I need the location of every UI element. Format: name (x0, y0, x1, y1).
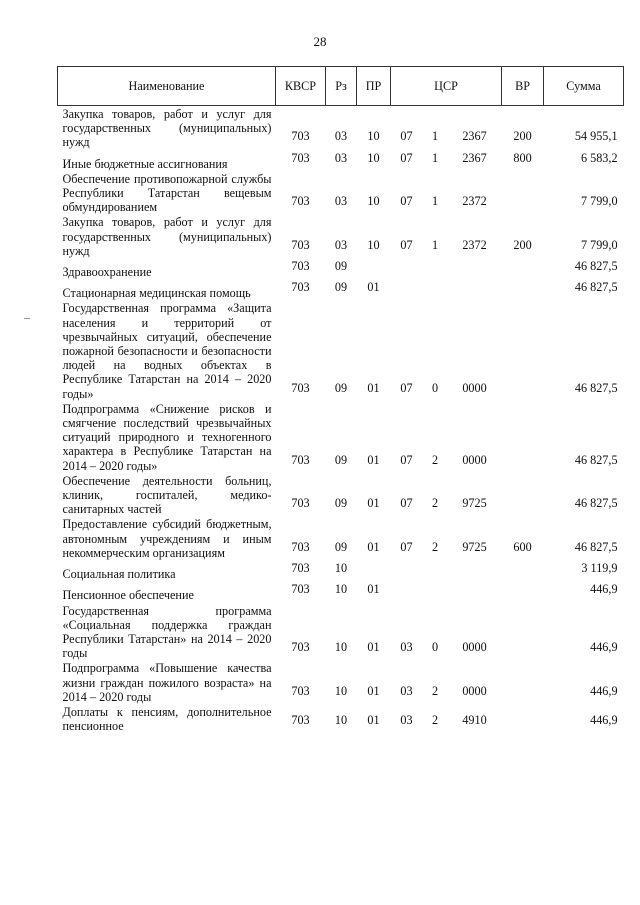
cell-rz: 03 (334, 129, 348, 144)
cell-vr (502, 581, 544, 602)
cell-vr (502, 704, 544, 733)
budget-table (57, 66, 624, 733)
cell-sum: 7 799,0 (580, 237, 618, 252)
cell-c3 (448, 258, 502, 279)
cell-vr (502, 560, 544, 581)
cell-pr: 01 (367, 640, 380, 655)
table-row (58, 704, 624, 733)
cell-pr (357, 560, 391, 581)
cell-name: Социальная политика (62, 567, 176, 582)
cell-vr (502, 300, 544, 400)
cell-rz: 09 (334, 259, 348, 274)
cell-c3: 2372 (462, 194, 487, 209)
cell-kvsr: 703 (291, 561, 310, 576)
cell-c3: 0000 (462, 640, 487, 655)
cell-c2: 2 (431, 496, 439, 511)
cell-kvsr: 703 (291, 539, 310, 554)
cell-sum: 6 583,2 (580, 150, 618, 165)
cell-c1 (391, 258, 423, 279)
cell-c2: 0 (431, 640, 439, 655)
cell-name: Здравоохранение (62, 265, 152, 280)
cell-kvsr: 703 (291, 582, 310, 597)
cell-name: Государственная программа «Социальная поддержка граждан Республики Татарстан» на 2014 – 2020 годы (62, 603, 272, 661)
cell-c3: 2372 (462, 237, 487, 252)
cell-sum: 446,9 (590, 582, 618, 597)
table-row (58, 150, 624, 171)
table-row (58, 603, 624, 661)
cell-name: Стационарная медицинская помощь (62, 286, 251, 301)
cell-sum: 446,9 (590, 640, 618, 655)
cell-vr (502, 258, 544, 279)
table-row (58, 473, 624, 517)
cell-sum: 46 827,5 (574, 259, 618, 274)
cell-c3 (448, 279, 502, 300)
cell-vr (502, 660, 544, 704)
cell-c1 (391, 279, 423, 300)
cell-name: Иные бюджетные ассигнования (62, 156, 228, 171)
cell-name: Обеспечение противопожарной службы Республики Татарстан вещевым обмундированием (62, 171, 272, 215)
cell-rz: 09 (334, 452, 348, 467)
cell-rz: 09 (334, 496, 348, 511)
cell-pr: 01 (367, 683, 380, 698)
cell-vr (502, 401, 544, 473)
cell-rz: 10 (334, 713, 348, 728)
cell-c1: 07 (400, 539, 413, 554)
table-row (58, 258, 624, 279)
table-row (58, 560, 624, 581)
cell-kvsr: 703 (291, 380, 310, 395)
table-row (58, 279, 624, 300)
table-row (58, 516, 624, 560)
cell-vr (502, 279, 544, 300)
cell-c1: 07 (400, 496, 413, 511)
cell-sum: 46 827,5 (574, 539, 618, 554)
cell-vr (502, 603, 544, 661)
cell-vr: 800 (513, 150, 532, 165)
cell-rz: 03 (334, 194, 348, 209)
cell-rz: 09 (334, 539, 348, 554)
cell-c1: 07 (400, 452, 413, 467)
table-row (58, 401, 624, 473)
cell-c3: 9725 (462, 496, 487, 511)
cell-c2 (423, 279, 448, 300)
cell-c2: 0 (431, 380, 439, 395)
cell-kvsr: 703 (291, 259, 310, 274)
cell-pr: 01 (367, 452, 380, 467)
cell-c1: 07 (400, 150, 413, 165)
cell-kvsr: 703 (291, 683, 310, 698)
cell-c3: 2367 (462, 150, 487, 165)
cell-name: Предоставление субсидий бюджетным, автономным учреждениям и иным некоммерческим организациям (62, 517, 272, 560)
cell-rz: 03 (334, 150, 348, 165)
cell-sum: 7 799,0 (580, 194, 618, 209)
cell-sum: 3 119,9 (581, 561, 618, 576)
cell-kvsr: 703 (291, 640, 310, 655)
cell-c3: 9725 (462, 539, 487, 554)
cell-c2: 2 (431, 539, 439, 554)
cell-c1: 03 (400, 640, 413, 655)
table-header-row (58, 67, 624, 106)
cell-c3: 0000 (462, 380, 487, 395)
cell-pr: 01 (367, 582, 380, 597)
header-name: Наименование (58, 67, 276, 106)
cell-name: Обеспечение деятельности больниц, клиник, госпиталей, медико-санитарных частей (62, 473, 272, 517)
cell-rz: 09 (334, 380, 348, 395)
cell-sum: 446,9 (590, 683, 618, 698)
cell-pr: 10 (367, 129, 380, 144)
cell-sum: 46 827,5 (574, 452, 618, 467)
cell-vr (502, 171, 544, 215)
table-row (58, 300, 624, 400)
cell-c3: 4910 (462, 713, 487, 728)
cell-vr: 200 (513, 129, 532, 144)
cell-pr: 10 (367, 237, 380, 252)
cell-kvsr: 703 (291, 452, 310, 467)
cell-rz: 10 (334, 582, 348, 597)
cell-pr: 01 (367, 539, 380, 554)
cell-rz: 03 (334, 237, 348, 252)
cell-name: Государственная программа «Защита населения и территорий от чрезвычайных ситуаций, обеспечение пожарной безопасности и безопасности людей на водных объектах в Республике Татарстан на 2014 – 2020 годы» (62, 301, 272, 401)
cell-rz: 10 (334, 640, 348, 655)
cell-pr: 01 (367, 380, 380, 395)
cell-c2: 2 (431, 683, 439, 698)
cell-pr: 01 (367, 496, 380, 511)
table-row (58, 171, 624, 215)
header-sum: Сумма (544, 67, 624, 106)
cell-c3: 0000 (462, 452, 487, 467)
page-number: 28 (313, 34, 327, 49)
cell-c2 (423, 258, 448, 279)
cell-sum: 46 827,5 (574, 280, 618, 295)
cell-c2: 1 (431, 129, 439, 144)
cell-c2 (423, 581, 448, 602)
header-pr: ПР (357, 67, 391, 106)
header-csr: ЦСР (391, 67, 502, 106)
cell-c2: 1 (431, 237, 439, 252)
cell-kvsr: 703 (291, 129, 310, 144)
cell-vr (502, 473, 544, 517)
cell-c3: 2367 (462, 129, 487, 144)
cell-pr: 01 (367, 280, 380, 295)
cell-c3 (448, 581, 502, 602)
header-kvsr: КВСР (276, 67, 326, 106)
cell-pr: 01 (367, 713, 380, 728)
cell-c2 (423, 560, 448, 581)
cell-c3 (448, 560, 502, 581)
cell-pr: 10 (367, 194, 380, 209)
cell-c1: 07 (400, 194, 413, 209)
cell-sum: 54 955,1 (574, 129, 618, 144)
cell-c2: 2 (431, 452, 439, 467)
cell-c1 (391, 560, 423, 581)
table-body (58, 106, 624, 734)
header-vr: ВР (502, 67, 544, 106)
cell-name: Закупка товаров, работ и услуг для государственных (муниципальных) нужд (62, 215, 272, 258)
cell-sum: 46 827,5 (574, 380, 618, 395)
cell-name: Пенсионное обеспечение (62, 588, 194, 603)
cell-name: Подпрограмма «Снижение рисков и смягчение последствий чрезвычайных ситуаций природного и техногенного характера в Республике Татарстан на 2014 – 2020 годы» (62, 401, 272, 473)
cell-vr: 200 (513, 237, 532, 252)
cell-name: Доплаты к пенсиям, дополнительное пенсионное (62, 704, 272, 734)
cell-kvsr: 703 (291, 280, 310, 295)
cell-kvsr: 703 (291, 237, 310, 252)
table-row (58, 660, 624, 704)
cell-pr (357, 258, 391, 279)
margin-mark (24, 318, 30, 319)
cell-c1: 03 (400, 683, 413, 698)
cell-rz: 10 (334, 561, 348, 576)
cell-c1: 07 (400, 129, 413, 144)
table-row (58, 106, 624, 150)
cell-rz: 10 (334, 683, 348, 698)
cell-c2: 1 (431, 194, 439, 209)
cell-c1: 07 (400, 237, 413, 252)
cell-c2: 2 (431, 713, 439, 728)
cell-kvsr: 703 (291, 496, 310, 511)
table-row (58, 214, 624, 258)
cell-name: Подпрограмма «Повышение качества жизни граждан пожилого возраста» на 2014 – 2020 годы (62, 661, 272, 704)
cell-c1: 07 (400, 380, 413, 395)
cell-pr: 10 (367, 150, 380, 165)
cell-rz: 09 (334, 280, 348, 295)
cell-c3: 0000 (462, 683, 487, 698)
cell-kvsr: 703 (291, 194, 310, 209)
cell-sum: 446,9 (590, 713, 618, 728)
table-row (58, 581, 624, 602)
cell-c2: 1 (431, 150, 439, 165)
cell-kvsr: 703 (291, 150, 310, 165)
cell-vr: 600 (513, 539, 532, 554)
header-rz: Рз (326, 67, 357, 106)
cell-name: Закупка товаров, работ и услуг для государственных (муниципальных) нужд (62, 107, 272, 150)
cell-c1 (391, 581, 423, 602)
cell-sum: 46 827,5 (574, 496, 618, 511)
cell-c1: 03 (400, 713, 413, 728)
cell-kvsr: 703 (291, 713, 310, 728)
